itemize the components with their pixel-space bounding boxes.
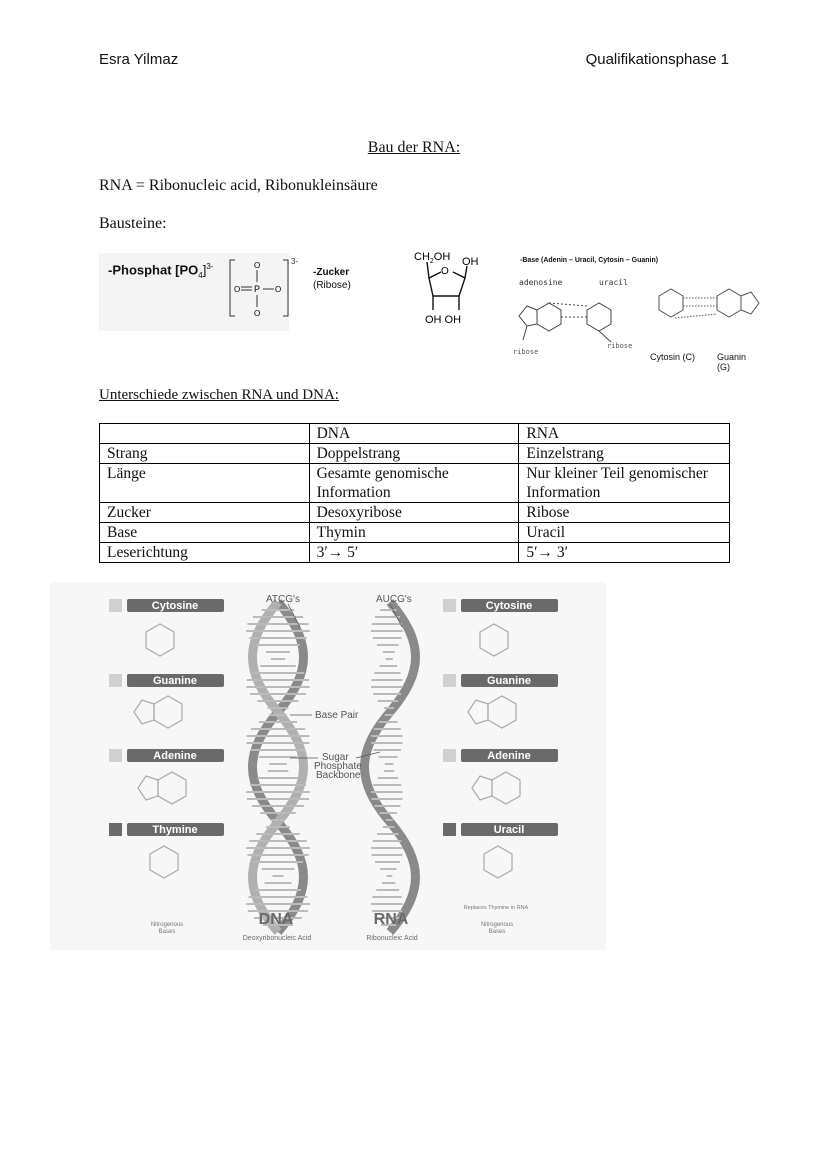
svg-text:P: P (254, 284, 261, 294)
rna-cell: 5′→ 3′ (519, 543, 730, 563)
row-label: Zucker (100, 503, 310, 523)
rna-title: RNA (373, 911, 409, 928)
table-header-cell: RNA (519, 424, 730, 444)
svg-text:O: O (275, 285, 282, 294)
svg-text:adenosine: adenosine (519, 278, 563, 287)
cytosine-guanine-pair (647, 276, 767, 334)
nitro-left-1: Nitrogenous (150, 922, 184, 928)
svg-text:OH OH: OH OH (425, 314, 462, 326)
table-row (100, 523, 730, 543)
page-title: Bau der RNA: (367, 139, 461, 156)
cytosin-label: Cytosin (C) (650, 352, 696, 362)
svg-text:O: O (254, 309, 261, 318)
right-base-label: Cytosine (485, 600, 533, 612)
svg-text:OH: OH (462, 256, 479, 268)
row-label: Base (100, 523, 310, 543)
backbone-label-2: Phosphate (314, 761, 362, 772)
dna-rna-figure (50, 582, 606, 950)
svg-text:O: O (441, 266, 449, 277)
svg-text:CH2OH: $CH_2OH$ (414, 251, 451, 265)
dna-cell: Thymin (309, 523, 519, 543)
phosphate-structure (225, 254, 305, 320)
dna-subtitle: Deoxyribonucleic Acid (242, 935, 312, 942)
bracket-charge: 3- (291, 257, 299, 266)
replaces-label: Replaces Thymine in RNA (463, 905, 529, 911)
rna-subtitle: Ribonucleic Acid (366, 935, 418, 942)
components-figure (99, 248, 759, 372)
row-label: Strang (100, 444, 310, 464)
ribose-structure (407, 248, 485, 328)
author-name: Esra Yilmaz (99, 51, 179, 68)
row-label: Länge (100, 464, 310, 503)
rna-cell: Nur kleiner Teil genomischer Information (519, 464, 730, 503)
backbone-label-1: Sugar (322, 752, 349, 763)
svg-text:O: O (254, 261, 261, 270)
zucker-label: -Zucker (Ribose) (313, 267, 351, 291)
table-row (100, 464, 730, 503)
table-header-row (100, 424, 730, 444)
base-pair-label: Base Pair (315, 710, 359, 721)
table-row (100, 503, 730, 523)
left-base-label: Guanine (152, 675, 198, 687)
adenosine-uracil-pair (507, 270, 652, 362)
dna-cell: 3′→ 5′ (309, 543, 519, 563)
right-base-label: Guanine (486, 675, 532, 687)
nitro-right-2: Bases (488, 929, 506, 935)
left-base-label: Adenine (153, 750, 197, 762)
table-row (100, 444, 730, 464)
comparison-table (99, 423, 730, 563)
left-base-label: Thymine (152, 824, 198, 836)
svg-text:uracil: uracil (599, 278, 628, 287)
table-header-cell (100, 424, 310, 444)
table-row (100, 543, 730, 563)
dna-cell: Desoxyribose (309, 503, 519, 523)
atcg-label: ATCG's (266, 594, 300, 605)
figure-svg (50, 582, 606, 950)
aucg-label: AUCG's (376, 594, 412, 605)
right-base-label: Adenine (487, 750, 531, 762)
dna-cell: Doppelstrang (309, 444, 519, 464)
nitro-right-1: Nitrogenous (480, 922, 514, 928)
svg-text:ribose: ribose (607, 342, 633, 350)
definition-text: RNA = Ribonucleic acid, Ribonukleinsäure (99, 177, 378, 194)
rna-cell: Einzelstrang (519, 444, 730, 464)
nitro-left-2: Bases (158, 929, 176, 935)
rna-cell: Ribose (519, 503, 730, 523)
svg-text:O: O (234, 285, 241, 294)
row-label: Leserichtung (100, 543, 310, 563)
guanin-label: Guanin (G) (717, 352, 747, 372)
left-base-label: Cytosine (151, 600, 199, 612)
differences-title: Unterschiede zwischen RNA und DNA: (99, 387, 339, 403)
table-header-cell: DNA (309, 424, 519, 444)
bausteine-label: Bausteine: (99, 215, 167, 232)
base-label: -Base (Adenin – Uracil, Cytosin – Guanin) (520, 257, 659, 264)
phosphat-label: -Phosphat $[PO_4]^{3-}$ (108, 262, 214, 280)
svg-text:ribose: ribose (513, 348, 539, 356)
backbone-label-3: Backbone (316, 770, 361, 781)
right-base-label: Uracil (493, 824, 525, 836)
dna-title: DNA (258, 911, 294, 928)
rna-cell: Uracil (519, 523, 730, 543)
dna-cell: Gesamte genomische Information (309, 464, 519, 503)
course-name: Qualifikationsphase 1 (585, 51, 729, 68)
